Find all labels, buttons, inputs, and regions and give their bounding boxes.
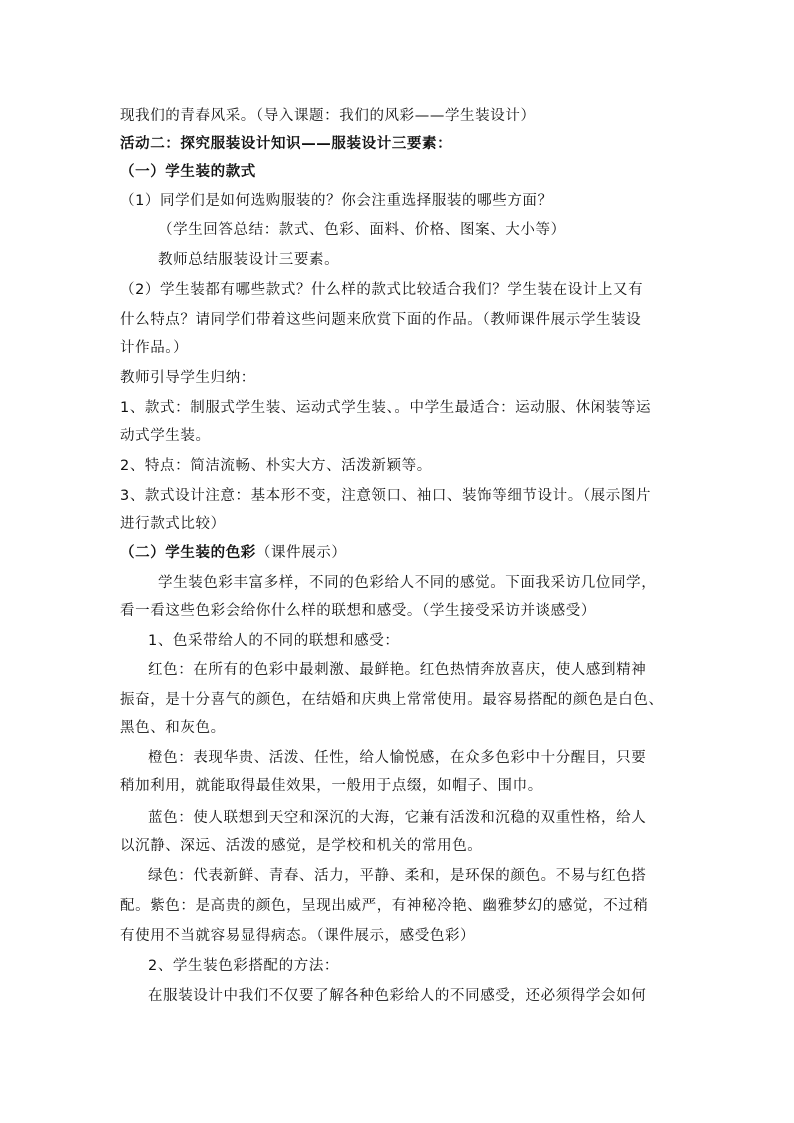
text-line: （学生回答总结：款式、色彩、面料、价格、图案、大小等） — [158, 222, 566, 238]
text-line: 蓝色：使人联想到天空和深沉的大海，它兼有活泼和沉稳的双重性格，给人 — [148, 810, 647, 826]
text-line: 2、学生装色彩搭配的方法： — [148, 958, 340, 974]
text-line: 教师总结服装设计三要素。 — [158, 252, 340, 268]
text-line: 教师引导学生归纳： — [120, 370, 256, 386]
section-heading: 活动二：探究服装设计知识——服装设计三要素： — [120, 136, 453, 152]
text-line: 3、款式设计注意：基本形不变，注意领口、袖口、装饰等细节设计。（展示图片 — [120, 488, 652, 504]
text-line: 红色：在所有的色彩中最刺激、最鲜艳。红色热情奔放喜庆，使人感到精神 — [148, 662, 647, 678]
text-line: 在服装设计中我们不仅要了解各种色彩给人的不同感受，还必须得学会如何 — [148, 988, 647, 1004]
text-line: 稍加利用，就能取得最佳效果，一般用于点缀，如帽子、围巾。 — [120, 778, 543, 794]
text-line: 进行款式比较） — [120, 516, 226, 532]
text-line: 黑色、和灰色。 — [120, 720, 226, 736]
text-line: （2）学生装都有哪些款式？什么样的款式比较适合我们？学生装在设计上又有 — [120, 282, 644, 298]
text-line: 计作品。） — [120, 340, 189, 356]
text-line: 学生装色彩丰富多样，不同的色彩给人不同的感觉。下面我采访几位同学， — [158, 575, 657, 591]
text-line: 以沉静、深远、活泼的感觉，是学校和机关的常用色。 — [120, 838, 483, 854]
text-line: 什么特点？请同学们带着这些问题来欣赏下面的作品。（教师课件展示学生装设 — [120, 312, 642, 328]
text-line: 看一看这些色彩会给你什么样的联想和感受。（学生接受采访并谈感受） — [120, 603, 596, 619]
text-line: 2、特点：简洁流畅、朴实大方、活泼新颖等。 — [120, 458, 432, 474]
text-line: 动式学生装。 — [120, 428, 211, 444]
text-line: 1、款式：制服式学生装、运动式学生装、。中学生最适合：运动服、休闲装等运 — [120, 400, 652, 416]
text-line: 1、色采带给人的不同的联想和感受： — [148, 633, 400, 649]
subsection-heading: （一）学生装的款式 — [120, 164, 256, 180]
text-line: 振奋，是十分喜气的颜色，在结婚和庆典上常常使用。最容易搭配的颜色是白色、 — [120, 692, 664, 708]
text-line: 配。紫色：是高贵的颜色，呈现出威严，有神秘冷艳、幽雅梦幻的感觉，不过稍 — [120, 898, 649, 914]
text-line: 橙色：表现华贵、活泼、任性，给人愉悦感，在众多色彩中十分醒目，只要 — [148, 750, 647, 766]
subsection-heading: （二）学生装的色彩（课件展示） — [120, 545, 347, 561]
text-line: 绿色：代表新鲜、青春、活力，平静、柔和，是环保的颜色。不易与红色搭 — [148, 868, 647, 884]
text-line: （1）同学们是如何选购服装的？你会注重选择服装的哪些方面？ — [120, 193, 553, 209]
text-line: 现我们的青春风采。（导入课题：我们的风彩——学生装设计） — [120, 108, 536, 124]
text-line: 有使用不当就容易显得病态。（课件展示，感受色彩） — [120, 928, 476, 944]
